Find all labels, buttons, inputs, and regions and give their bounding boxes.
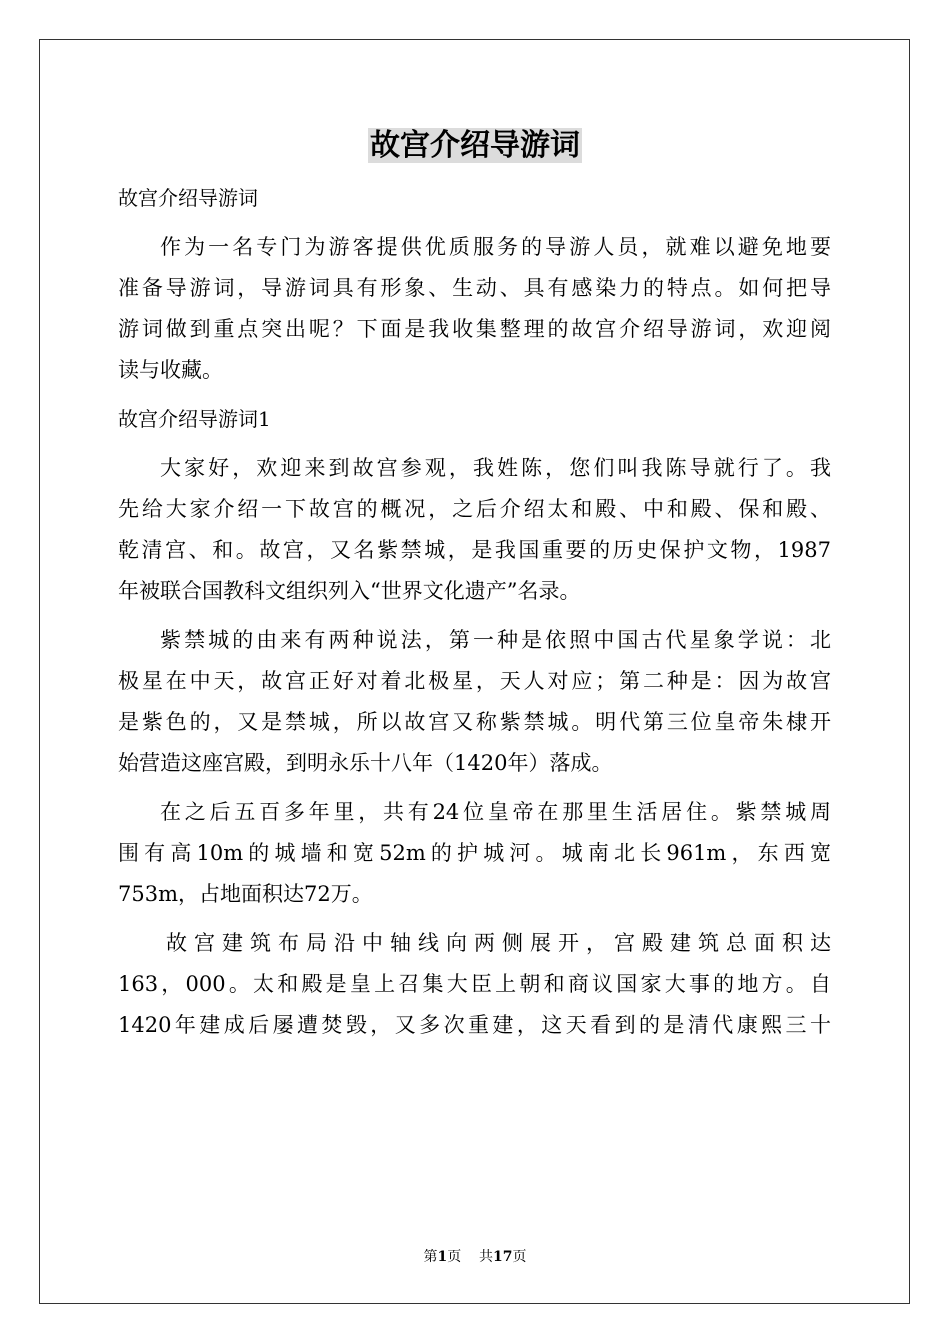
paragraph-line: 大家好，欢迎来到故宫参观，我姓陈，您们叫我陈导就行了。我 bbox=[160, 456, 831, 480]
paragraph-line: 始营造这座宫殿，到明永乐十八年（1420年）落成。 bbox=[118, 751, 613, 775]
section-paragraph-4 bbox=[118, 923, 831, 1046]
paragraph-line: 极星在中天，故宫正好对着北极星，天人对应；第二种是：因为故宫 bbox=[118, 669, 831, 693]
section-paragraph-3 bbox=[118, 792, 831, 915]
page-footer bbox=[0, 1247, 950, 1267]
footer-total-pages: 17 bbox=[493, 1249, 513, 1265]
paragraph-line: 753m，占地面积达72万。 bbox=[118, 882, 373, 906]
section-paragraph-2 bbox=[118, 620, 831, 784]
footer-total-suffix: 页 bbox=[512, 1249, 527, 1265]
paragraph-line: 163，000。太和殿是皇上召集大臣上朝和商议国家大事的地方。自 bbox=[118, 972, 831, 996]
paragraph-line: 准备导游词，导游词具有形象、生动、具有感染力的特点。如何把导 bbox=[118, 276, 831, 300]
paragraph-line: 故宫建筑布局沿中轴线向两侧展开，宫殿建筑总面积达 bbox=[166, 931, 831, 955]
paragraph-line: 在之后五百多年里，共有24位皇帝在那里生活居住。紫禁城周 bbox=[160, 800, 831, 824]
paragraph-line: 乾清宫、和。故宫，又名紫禁城，是我国重要的历史保护文物，1987 bbox=[118, 538, 831, 562]
section-paragraph-1 bbox=[118, 448, 831, 612]
paragraph-line: 读与收藏。 bbox=[118, 358, 223, 382]
paragraph-line: 年被联合国教科文组织列入“世界文化遗产”名录。 bbox=[118, 579, 581, 603]
paragraph-line: 围有高10m的城墙和宽52m的护城河。城南北长961m，东西宽 bbox=[118, 841, 831, 865]
paragraph-line: 是紫色的，又是禁城，所以故宫又称紫禁城。明代第三位皇帝朱棣开 bbox=[118, 710, 831, 734]
footer-page-suffix: 页 bbox=[447, 1249, 462, 1265]
document-subtitle: 故宫介绍导游词 bbox=[118, 186, 258, 210]
paragraph-line: 1420年建成后屡遭焚毁，又多次重建，这天看到的是清代康熙三十 bbox=[118, 1013, 831, 1037]
document-body bbox=[118, 178, 831, 1046]
footer-page-prefix: 第 bbox=[423, 1249, 438, 1265]
document-title bbox=[0, 124, 950, 168]
document-title-text: 故宫介绍导游词 bbox=[370, 128, 580, 163]
paragraph-line: 先给大家介绍一下故宫的概况，之后介绍太和殿、中和殿、保和殿、 bbox=[118, 497, 831, 521]
paragraph-line: 作为一名专门为游客提供优质服务的导游人员，就难以避免地要 bbox=[160, 235, 831, 259]
intro-paragraph bbox=[118, 227, 831, 391]
paragraph-line: 紫禁城的由来有两种说法，第一种是依照中国古代星象学说：北 bbox=[160, 628, 831, 652]
footer-total-prefix: 共 bbox=[479, 1249, 494, 1265]
section-heading: 故宫介绍导游词1 bbox=[118, 407, 271, 431]
footer-page-number: 1 bbox=[437, 1249, 448, 1265]
paragraph-line: 游词做到重点突出呢？下面是我收集整理的故宫介绍导游词，欢迎阅 bbox=[118, 317, 831, 341]
